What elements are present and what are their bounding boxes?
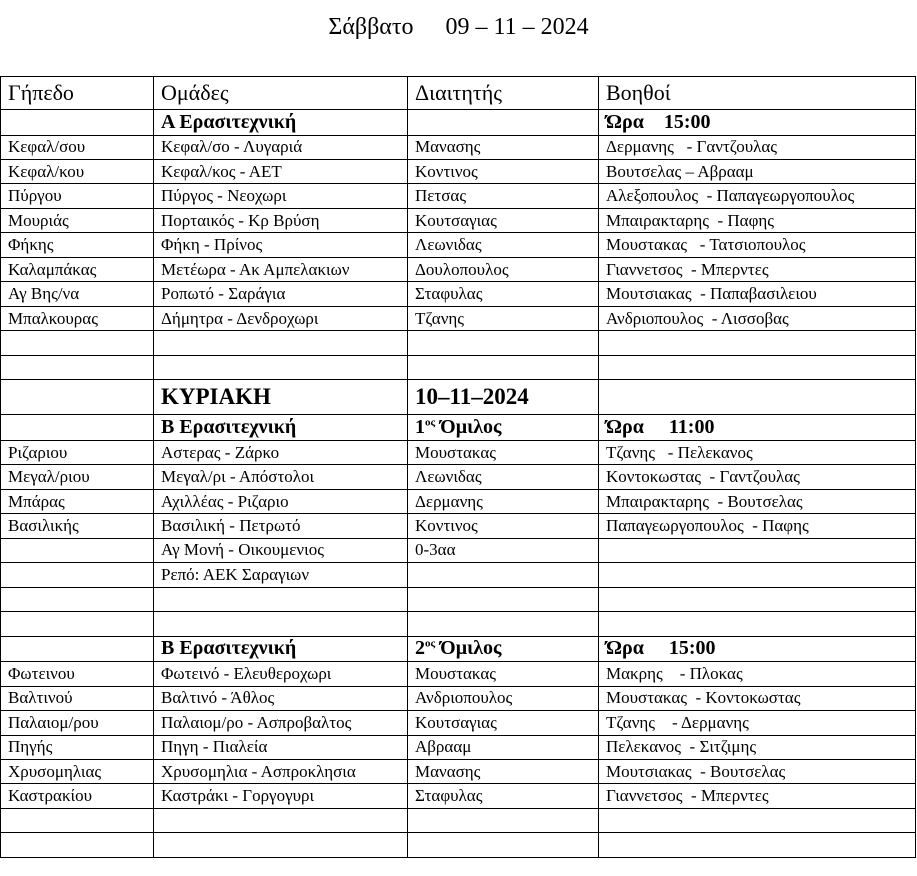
assistants-cell: Γιαννετσος - Μπερντες	[599, 784, 916, 808]
assistants-cell: Κοντοκωστας - Γαντζουλας	[599, 465, 916, 489]
venue-cell: Καστρακίου	[1, 784, 154, 808]
teams-cell: Μετέωρα - Ακ Αμπελακιων	[154, 257, 408, 281]
blank-cell	[1, 355, 154, 379]
blank-cell	[1, 612, 154, 636]
schedule-body	[1, 77, 916, 858]
venue-cell: Φωτεινου	[1, 662, 154, 686]
group-label	[408, 415, 599, 441]
group-number: 1	[415, 416, 425, 439]
assistants-cell: Γιαννετσος - Μπερντες	[599, 257, 916, 281]
teams-cell: Βαλτινό - Άθλος	[154, 686, 408, 710]
saturday-match-row	[1, 282, 916, 306]
teams-cell: Ρεπό: ΑΕΚ Σαραγιων	[154, 563, 408, 587]
referee-cell: Σταφυλας	[408, 282, 599, 306]
blank-cell	[1, 109, 154, 135]
group2-match-row	[1, 760, 916, 784]
assistants-cell: Μακρης - Πλοκας	[599, 662, 916, 686]
venue-cell: Μπάρας	[1, 489, 154, 513]
referee-cell: Μουστακας	[408, 662, 599, 686]
venue-cell: Χρυσομηλιας	[1, 760, 154, 784]
group2-match-row	[1, 662, 916, 686]
blank-cell	[1, 636, 154, 662]
venue-cell: Βαλτινού	[1, 686, 154, 710]
referee-cell: Κουτσαγιας	[408, 711, 599, 735]
referee-cell: Δερμανης	[408, 489, 599, 513]
assistants-cell: Τζανης - Πελεκανος	[599, 440, 916, 464]
venue-cell	[1, 563, 154, 587]
teams-cell: Δήμητρα - Δενδροχωρι	[154, 306, 408, 330]
blank-cell	[1, 808, 154, 832]
referee-cell: Μουστακας	[408, 440, 599, 464]
page-title	[0, 10, 917, 44]
kickoff-time: Ώρα 11:00	[599, 415, 916, 441]
blank-cell	[599, 833, 916, 858]
group2-match-row	[1, 686, 916, 710]
venue-cell: Ριζαριου	[1, 440, 154, 464]
blank-cell	[154, 587, 408, 611]
blank-cell	[599, 808, 916, 832]
blank-cell	[154, 612, 408, 636]
group1-match-row	[1, 489, 916, 513]
blank-cell	[1, 331, 154, 355]
blank-cell	[408, 355, 599, 379]
blank-cell	[1, 833, 154, 858]
league-name: Β Ερασιτεχνική	[154, 636, 408, 662]
header-venue: Γήπεδο	[1, 77, 154, 110]
group1-match-row	[1, 514, 916, 538]
league-name: Β Ερασιτεχνική	[154, 415, 408, 441]
teams-cell: Πορταικός - Κρ Βρύση	[154, 208, 408, 232]
group2-match-row	[1, 784, 916, 808]
league-name: Α Ερασιτεχνική	[154, 109, 408, 135]
blank-row	[1, 808, 916, 832]
assistants-cell: Πελεκανος - Σιτζιμης	[599, 735, 916, 759]
blank-cell	[154, 833, 408, 858]
blank-cell	[599, 331, 916, 355]
venue-cell	[1, 538, 154, 562]
teams-cell: Χρυσομηλια - Ασπροκλησια	[154, 760, 408, 784]
assistants-cell: Παπαγεωργοπουλος - Παφης	[599, 514, 916, 538]
blank-cell	[408, 587, 599, 611]
section-row-group2	[1, 636, 916, 662]
blank-cell	[408, 833, 599, 858]
assistants-cell: Μουστακας - Τατσιοπουλος	[599, 233, 916, 257]
saturday-match-row	[1, 257, 916, 281]
kickoff-time: Ώρα 15:00	[599, 109, 916, 135]
teams-cell: Κεφαλ/κος - ΑΕΤ	[154, 159, 408, 183]
group-number: 2	[415, 637, 425, 660]
blank-cell	[1, 587, 154, 611]
blank-row	[1, 331, 916, 355]
venue-cell: Βασιλικής	[1, 514, 154, 538]
venue-cell: Πύργου	[1, 184, 154, 208]
saturday-match-row	[1, 233, 916, 257]
blank-cell	[154, 331, 408, 355]
teams-cell: Αστερας - Ζάρκο	[154, 440, 408, 464]
sunday-date: 10–11–2024	[408, 380, 599, 415]
saturday-match-row	[1, 184, 916, 208]
venue-cell: Κεφαλ/κου	[1, 159, 154, 183]
assistants-cell: Μουτσιακας - Παπαβασιλειου	[599, 282, 916, 306]
referee-cell: Μανασης	[408, 760, 599, 784]
teams-cell: Πηγη - Πιαλεία	[154, 735, 408, 759]
venue-cell: Μουριάς	[1, 208, 154, 232]
referee-cell: Λεωνιδας	[408, 465, 599, 489]
section-row-saturday	[1, 109, 916, 135]
blank-row	[1, 587, 916, 611]
blank-cell	[408, 808, 599, 832]
header-row	[1, 77, 916, 110]
blank-row	[1, 355, 916, 379]
assistants-cell: Μουτσιακας - Βουτσελας	[599, 760, 916, 784]
blank-cell	[1, 380, 154, 415]
blank-cell	[154, 355, 408, 379]
group1-match-row	[1, 440, 916, 464]
saturday-match-row	[1, 208, 916, 232]
assistants-cell	[599, 563, 916, 587]
venue-cell: Κεφαλ/σου	[1, 135, 154, 159]
teams-cell: Καστράκι - Γοργογυρι	[154, 784, 408, 808]
teams-cell: Βασιλική - Πετρωτό	[154, 514, 408, 538]
venue-cell: Φήκης	[1, 233, 154, 257]
referee-cell: Κουτσαγιας	[408, 208, 599, 232]
blank-cell	[599, 587, 916, 611]
venue-cell: Πηγής	[1, 735, 154, 759]
title-day: Σάββατο	[328, 14, 414, 40]
venue-cell: Καλαμπάκας	[1, 257, 154, 281]
saturday-match-row	[1, 159, 916, 183]
assistants-cell: Μπαιρακταρης - Βουτσελας	[599, 489, 916, 513]
teams-cell: Παλαιομ/ρο - Ασπροβαλτος	[154, 711, 408, 735]
group2-match-row	[1, 735, 916, 759]
blank-cell	[599, 355, 916, 379]
saturday-match-row	[1, 135, 916, 159]
blank-cell	[408, 612, 599, 636]
blank-cell	[154, 808, 408, 832]
venue-cell: Αγ Βης/να	[1, 282, 154, 306]
assistants-cell: Τζανης - Δερμανης	[599, 711, 916, 735]
venue-cell: Μεγαλ/ριου	[1, 465, 154, 489]
group-label	[408, 636, 599, 662]
assistants-cell: Αλεξοπουλος - Παπαγεωργοπουλος	[599, 184, 916, 208]
assistants-cell: Μουστακας - Κοντοκωστας	[599, 686, 916, 710]
header-assistants: Βοηθοί	[599, 77, 916, 110]
group-ordinal-suffix: ος	[425, 637, 436, 650]
group-word: Όμιλος	[435, 416, 502, 439]
teams-cell: Φωτεινό - Ελευθεροχωρι	[154, 662, 408, 686]
group-word: Όμιλος	[435, 637, 502, 660]
header-teams: Ομάδες	[154, 77, 408, 110]
assistants-cell: Ανδριοπουλος - Λισσοβας	[599, 306, 916, 330]
assistants-cell: Βουτσελας – Αβρααμ	[599, 159, 916, 183]
referee-cell: Λεωνιδας	[408, 233, 599, 257]
title-date: 09 – 11 – 2024	[445, 14, 589, 40]
referee-cell: Δουλοπουλος	[408, 257, 599, 281]
teams-cell: Μεγαλ/ρι - Απόστολοι	[154, 465, 408, 489]
blank-cell	[1, 415, 154, 441]
assistants-cell: Δερμανης - Γαντζουλας	[599, 135, 916, 159]
referee-cell: 0-3αα	[408, 538, 599, 562]
referee-cell: Τζανης	[408, 306, 599, 330]
sunday-heading-row	[1, 380, 916, 415]
assistants-cell	[599, 538, 916, 562]
blank-row	[1, 612, 916, 636]
blank-cell	[599, 380, 916, 415]
teams-cell: Αγ Μονή - Οικουμενιος	[154, 538, 408, 562]
referee-cell: Ανδριοπουλος	[408, 686, 599, 710]
referee-cell: Μανασης	[408, 135, 599, 159]
blank-cell	[408, 109, 599, 135]
section-row-group1	[1, 415, 916, 441]
blank-row	[1, 833, 916, 858]
group1-match-row	[1, 538, 916, 562]
assistants-cell: Μπαιρακταρης - Παφης	[599, 208, 916, 232]
group1-match-row	[1, 465, 916, 489]
referee-cell: Κοντινος	[408, 159, 599, 183]
teams-cell: Φήκη - Πρίνος	[154, 233, 408, 257]
referee-cell: Κοντινος	[408, 514, 599, 538]
group2-match-row	[1, 711, 916, 735]
saturday-match-row	[1, 306, 916, 330]
teams-cell: Ροπωτό - Σαράγια	[154, 282, 408, 306]
referee-cell: Αβρααμ	[408, 735, 599, 759]
blank-cell	[599, 612, 916, 636]
referee-cell: Πετσας	[408, 184, 599, 208]
venue-cell: Παλαιομ/ρου	[1, 711, 154, 735]
schedule-table	[0, 76, 916, 858]
blank-cell	[408, 331, 599, 355]
teams-cell: Αχιλλέας - Ριζαριο	[154, 489, 408, 513]
header-referee: Διαιτητής	[408, 77, 599, 110]
teams-cell: Κεφαλ/σο - Λυγαριά	[154, 135, 408, 159]
teams-cell: Πύργος - Νεοχωρι	[154, 184, 408, 208]
group-ordinal-suffix: ος	[425, 416, 436, 429]
kickoff-time: Ώρα 15:00	[599, 636, 916, 662]
sunday-day: ΚΥΡΙΑΚΗ	[154, 380, 408, 415]
venue-cell: Μπαλκουρας	[1, 306, 154, 330]
referee-cell	[408, 563, 599, 587]
referee-cell: Σταφυλας	[408, 784, 599, 808]
group1-match-row	[1, 563, 916, 587]
